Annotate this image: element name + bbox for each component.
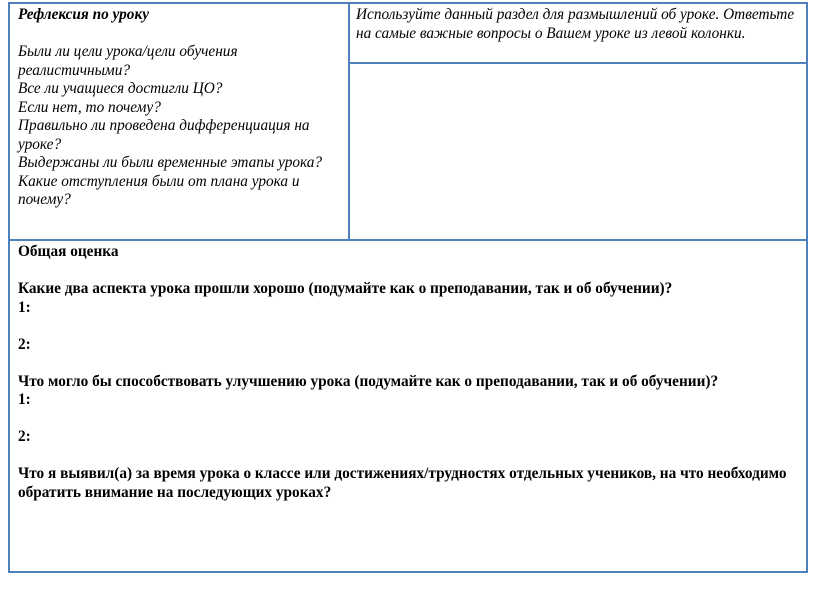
reflection-instruction: Используйте данный раздел для размышлений об уроке. Ответьте на самые важные вопросы о Вашем уроке из левой колонки. (356, 6, 795, 42)
summary-title: Общая оценка (18, 243, 119, 260)
question-achieved: Все ли учащиеся достигли ЦО? (18, 80, 223, 97)
summary-question-1: Какие два аспекта урока прошли хорошо (подумайте как о преподавании, так и об обучении)? (18, 280, 673, 297)
question-goals: Были ли цели урока/цели обучения реалистичными? (18, 43, 238, 79)
question-time-stages: Выдержаны ли были временные этапы урока? (18, 154, 323, 171)
question-deviations: Какие отступления были от плана урока и почему? (18, 172, 300, 208)
reflection-questions-cell (18, 6, 344, 210)
summary-question-2: Что могло бы способствовать улучшению урока (подумайте как о преподавании, так и об обучении)? (18, 372, 719, 390)
summary-q1-answer-2: 2: (18, 335, 31, 353)
column-divider (348, 4, 350, 239)
summary-q1-answer-1: 1: (18, 298, 31, 316)
summary-cell (18, 243, 798, 502)
reflection-title: Рефлексия по уроку (18, 6, 149, 23)
summary-question-3: Что я выявил(а) за время урока о классе или достижениях/трудностях отдельных учеников, на что необходимо обратить внимание на последующих уроках? (18, 465, 787, 501)
right-row-divider (348, 62, 806, 64)
summary-q2-answer-2: 2: (18, 428, 31, 445)
section-divider (10, 239, 806, 241)
summary-q2-answer-1: 1: (18, 391, 31, 408)
reflection-table (8, 2, 808, 573)
question-why-not: Если нет, то почему? (18, 98, 161, 116)
question-differentiation: Правильно ли проведена дифференциация на уроке? (18, 117, 310, 153)
